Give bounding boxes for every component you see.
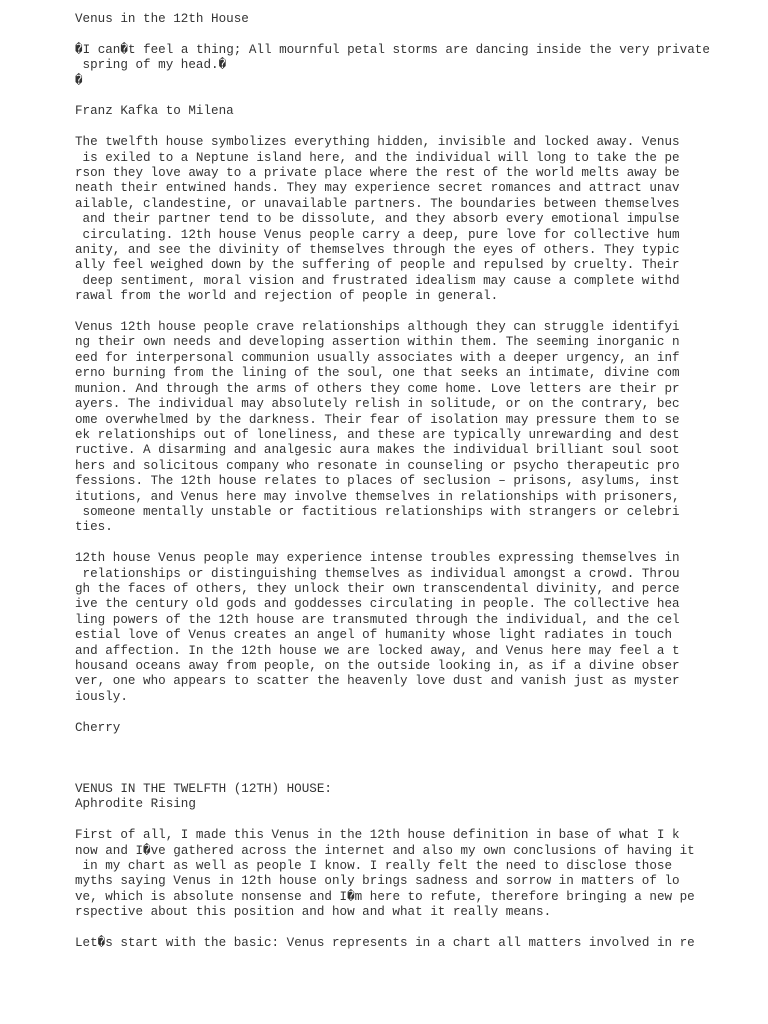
- document-title: Venus in the 12th House: [75, 12, 249, 26]
- section-heading: VENUS IN THE TWELFTH (12TH) HOUSE: Aphrodite Rising: [75, 782, 332, 812]
- paragraph-basics: Let�s start with the basic: Venus represents in a chart all matters involved in re: [75, 936, 695, 951]
- paragraph-divinity: 12th house Venus people may experience intense troubles expressing themselves in relationships or distinguishing themselves as individual amongst a crowd. Throu gh the faces of others, they unlock their own transcendental divinity, and perce ive the century old gods and goddesses circulating in people. The collective hea ling powers of the 12th house are transmuted through the individual, and the cel estial love of Venus creates an angel of humanity whose light radiates in touch and affection. In the 12th house we are locked away, and Venus here may feel a t housand oceans away from people, on the outside looking in, as if a divine obser ver, one who appears to scatter the heavenly love dust and vanish just as myster iously.: [75, 551, 680, 704]
- epigraph-quote: �I can�t feel a thing; All mournful petal storms are dancing inside the very private spring of my head.� �: [75, 42, 710, 88]
- document-page: [75, 12, 755, 951]
- epigraph-source: Franz Kafka to Milena: [75, 104, 234, 119]
- author-signature: Cherry: [75, 720, 121, 735]
- paragraph-relationships: Venus 12th house people crave relationships although they can struggle identifyi ng their own needs and developing assertion within them. The seeming inorganic n eed for interpersonal communion usually associates with a deeper urgency, an inf erno burning from the lining of the soul, one that seeks an intimate, divine com munion. And through the arms of others they come home. Love letters are their pr ayers. The individual may absolutely relish in solitude, or on the contrary, bec ome overwhelmed by the darkness. Their fear of isolation may pressure them to se ek relationships out of loneliness, and these are typically unrewarding and dest ructive. A disarming and analgesic aura makes the individual brilliant soul soot hers and solicitous company who resonate in counseling or psycho therapeutic pro fessions. The 12th house relates to places of seclusion – prisons, asylums, inst itutions, and Venus here may involve themselves in relationships with prisoners, someone mentally unstable or factitious relationships with strangers or celebri ties.: [75, 320, 680, 535]
- paragraph-introduction: First of all, I made this Venus in the 12th house definition in base of what I k now and I�ve gathered across the internet and also my own conclusions of having it in my chart as well as people I know. I really felt the need to disclose those myths saying Venus in 12th house only brings sadness and sorrow in matters of lo ve, which is absolute nonsense and I�m here to refute, therefore bringing a new pe rspective about this position and how and what it really means.: [75, 828, 695, 920]
- paragraph-hidden-house: The twelfth house symbolizes everything hidden, invisible and locked away. Venus is exiled to a Neptune island here, and the individual will long to take the pe rson they love away to a private place where the rest of the world melts away be neath their entwined hands. They may experience secret romances and attract unav ailable, clandestine, or unavailable partners. The boundaries between themselves and their partner tend to be dissolute, and they absorb every emotional impulse circulating. 12th house Venus people carry a deep, pure love for collective hum anity, and see the divinity of themselves through the eyes of others. They typic ally feel weighed down by the suffering of people and repulsed by cruelty. Their deep sentiment, moral vision and frustrated idealism may cause a complete withd rawal from the world and rejection of people in general.: [75, 135, 680, 304]
